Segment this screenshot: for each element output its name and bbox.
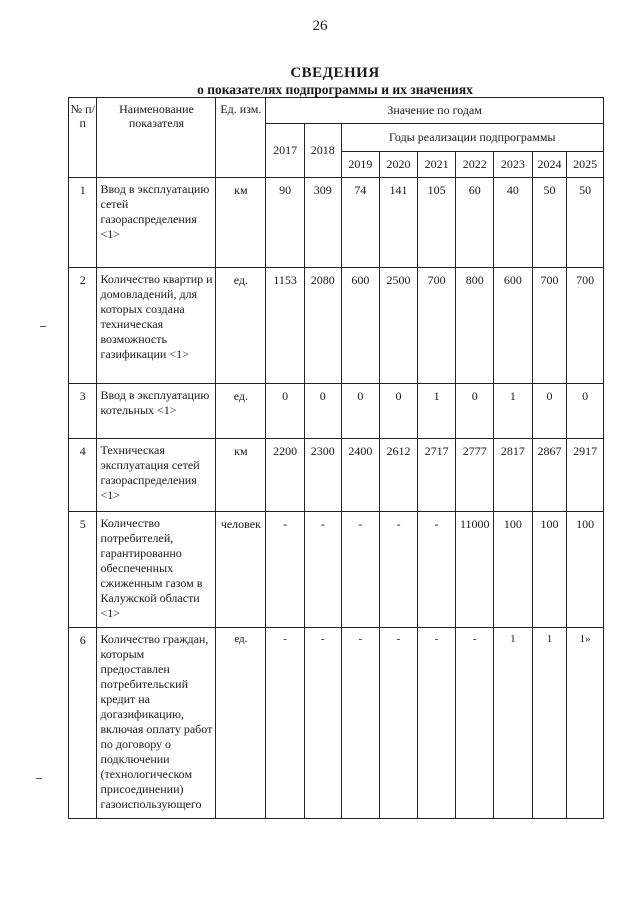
row-num: 3 xyxy=(69,384,97,439)
header-year-2022: 2022 xyxy=(456,152,494,178)
value-2018: 2300 xyxy=(304,439,341,512)
value-2019: 0 xyxy=(341,384,380,439)
value-2022: 0 xyxy=(456,384,494,439)
header-year-2024: 2024 xyxy=(532,152,567,178)
header-row-1 xyxy=(69,98,604,124)
value-2023: 2817 xyxy=(494,439,533,512)
value-2021: 105 xyxy=(417,178,456,268)
row-indicator-name: Ввод в эксплуатацию сетей газораспределения <1> xyxy=(97,178,216,268)
value-2025: 2917 xyxy=(567,439,604,512)
header-values-by-year: Значение по годам xyxy=(266,98,604,124)
row-num: 2 xyxy=(69,268,97,384)
scan-mark xyxy=(40,326,46,327)
table-row xyxy=(69,268,604,384)
header-year-2018: 2018 xyxy=(304,124,341,178)
value-2017: 1153 xyxy=(266,268,305,384)
value-2019: 74 xyxy=(341,178,380,268)
row-indicator-name: Количество потребителей, гарантированно обеспеченных сжиженным газом в Калужской области <1> xyxy=(97,512,216,628)
document-subtitle: о показателях подпрограммы и их значениях xyxy=(197,82,473,97)
value-2018: - xyxy=(304,512,341,628)
value-2023: 100 xyxy=(494,512,533,628)
row-num: 1 xyxy=(69,178,97,268)
value-2019: - xyxy=(341,628,380,819)
header-name: Наименование показателя xyxy=(97,98,216,178)
row-unit: ед. xyxy=(216,384,266,439)
header-year-2020: 2020 xyxy=(380,152,418,178)
page-number: 26 xyxy=(312,18,328,34)
row-unit: ед. xyxy=(216,628,266,819)
value-2025: 0 xyxy=(567,384,604,439)
value-2024: 2867 xyxy=(532,439,567,512)
header-year-2025: 2025 xyxy=(567,152,604,178)
header-year-2023: 2023 xyxy=(494,152,533,178)
row-indicator-name: Ввод в эксплуатацию котельных <1> xyxy=(97,384,216,439)
row-unit: км xyxy=(216,178,266,268)
document-title: СВЕДЕНИЯ xyxy=(290,65,380,81)
row-indicator-name: Количество граждан, которым предоставлен потребительский кредит на догазификацию, включая оплату работ по договору о подключении (технологическом присоединении) газоиспользующего xyxy=(97,628,216,819)
value-2019: - xyxy=(341,512,380,628)
table-row xyxy=(69,439,604,512)
row-num: 5 xyxy=(69,512,97,628)
value-2023: 40 xyxy=(494,178,533,268)
value-2017: - xyxy=(266,628,305,819)
scan-mark xyxy=(36,778,42,779)
table-row xyxy=(69,178,604,268)
value-2019: 2400 xyxy=(341,439,380,512)
value-2025: 100 xyxy=(567,512,604,628)
value-2022: 11000 xyxy=(456,512,494,628)
value-2020: 2612 xyxy=(380,439,418,512)
value-2021: 1 xyxy=(417,384,456,439)
row-indicator-name: Количество квартир и домовладений, для которых создана техническая возможность газификации <1> xyxy=(97,268,216,384)
value-2021: - xyxy=(417,512,456,628)
value-2025: 50 xyxy=(567,178,604,268)
value-2018: 0 xyxy=(304,384,341,439)
value-2022: - xyxy=(456,628,494,819)
indicators-table xyxy=(68,97,604,819)
value-2024: 50 xyxy=(532,178,567,268)
value-2020: 2500 xyxy=(380,268,418,384)
value-2018: - xyxy=(304,628,341,819)
value-2024: 100 xyxy=(532,512,567,628)
table-row xyxy=(69,384,604,439)
value-2019: 600 xyxy=(341,268,380,384)
value-2017: 2200 xyxy=(266,439,305,512)
table-row xyxy=(69,512,604,628)
value-2023: 1 xyxy=(494,384,533,439)
value-2022: 2777 xyxy=(456,439,494,512)
value-2021: 700 xyxy=(417,268,456,384)
row-num: 4 xyxy=(69,439,97,512)
value-2017: - xyxy=(266,512,305,628)
header-unit: Ед. изм. xyxy=(216,98,266,178)
value-2020: 141 xyxy=(380,178,418,268)
value-2025: 1» xyxy=(567,628,604,819)
header-year-2021: 2021 xyxy=(417,152,456,178)
value-2020: - xyxy=(380,628,418,819)
row-unit: км xyxy=(216,439,266,512)
value-2017: 0 xyxy=(266,384,305,439)
value-2023: 1 xyxy=(494,628,533,819)
value-2017: 90 xyxy=(266,178,305,268)
header-year-2019: 2019 xyxy=(341,152,380,178)
value-2023: 600 xyxy=(494,268,533,384)
value-2018: 309 xyxy=(304,178,341,268)
row-indicator-name: Техническая эксплуатация сетей газораспределения <1> xyxy=(97,439,216,512)
value-2025: 700 xyxy=(567,268,604,384)
value-2024: 0 xyxy=(532,384,567,439)
value-2020: 0 xyxy=(380,384,418,439)
value-2022: 800 xyxy=(456,268,494,384)
table-row xyxy=(69,628,604,819)
value-2020: - xyxy=(380,512,418,628)
value-2022: 60 xyxy=(456,178,494,268)
header-num: № п/п xyxy=(69,98,97,178)
value-2024: 700 xyxy=(532,268,567,384)
header-year-2017: 2017 xyxy=(266,124,305,178)
value-2018: 2080 xyxy=(304,268,341,384)
value-2021: - xyxy=(417,628,456,819)
value-2021: 2717 xyxy=(417,439,456,512)
row-unit: ед. xyxy=(216,268,266,384)
row-unit: человек xyxy=(216,512,266,628)
row-num: 6 xyxy=(69,628,97,819)
value-2024: 1 xyxy=(532,628,567,819)
header-implementation-years: Годы реализации подпрограммы xyxy=(341,124,603,152)
